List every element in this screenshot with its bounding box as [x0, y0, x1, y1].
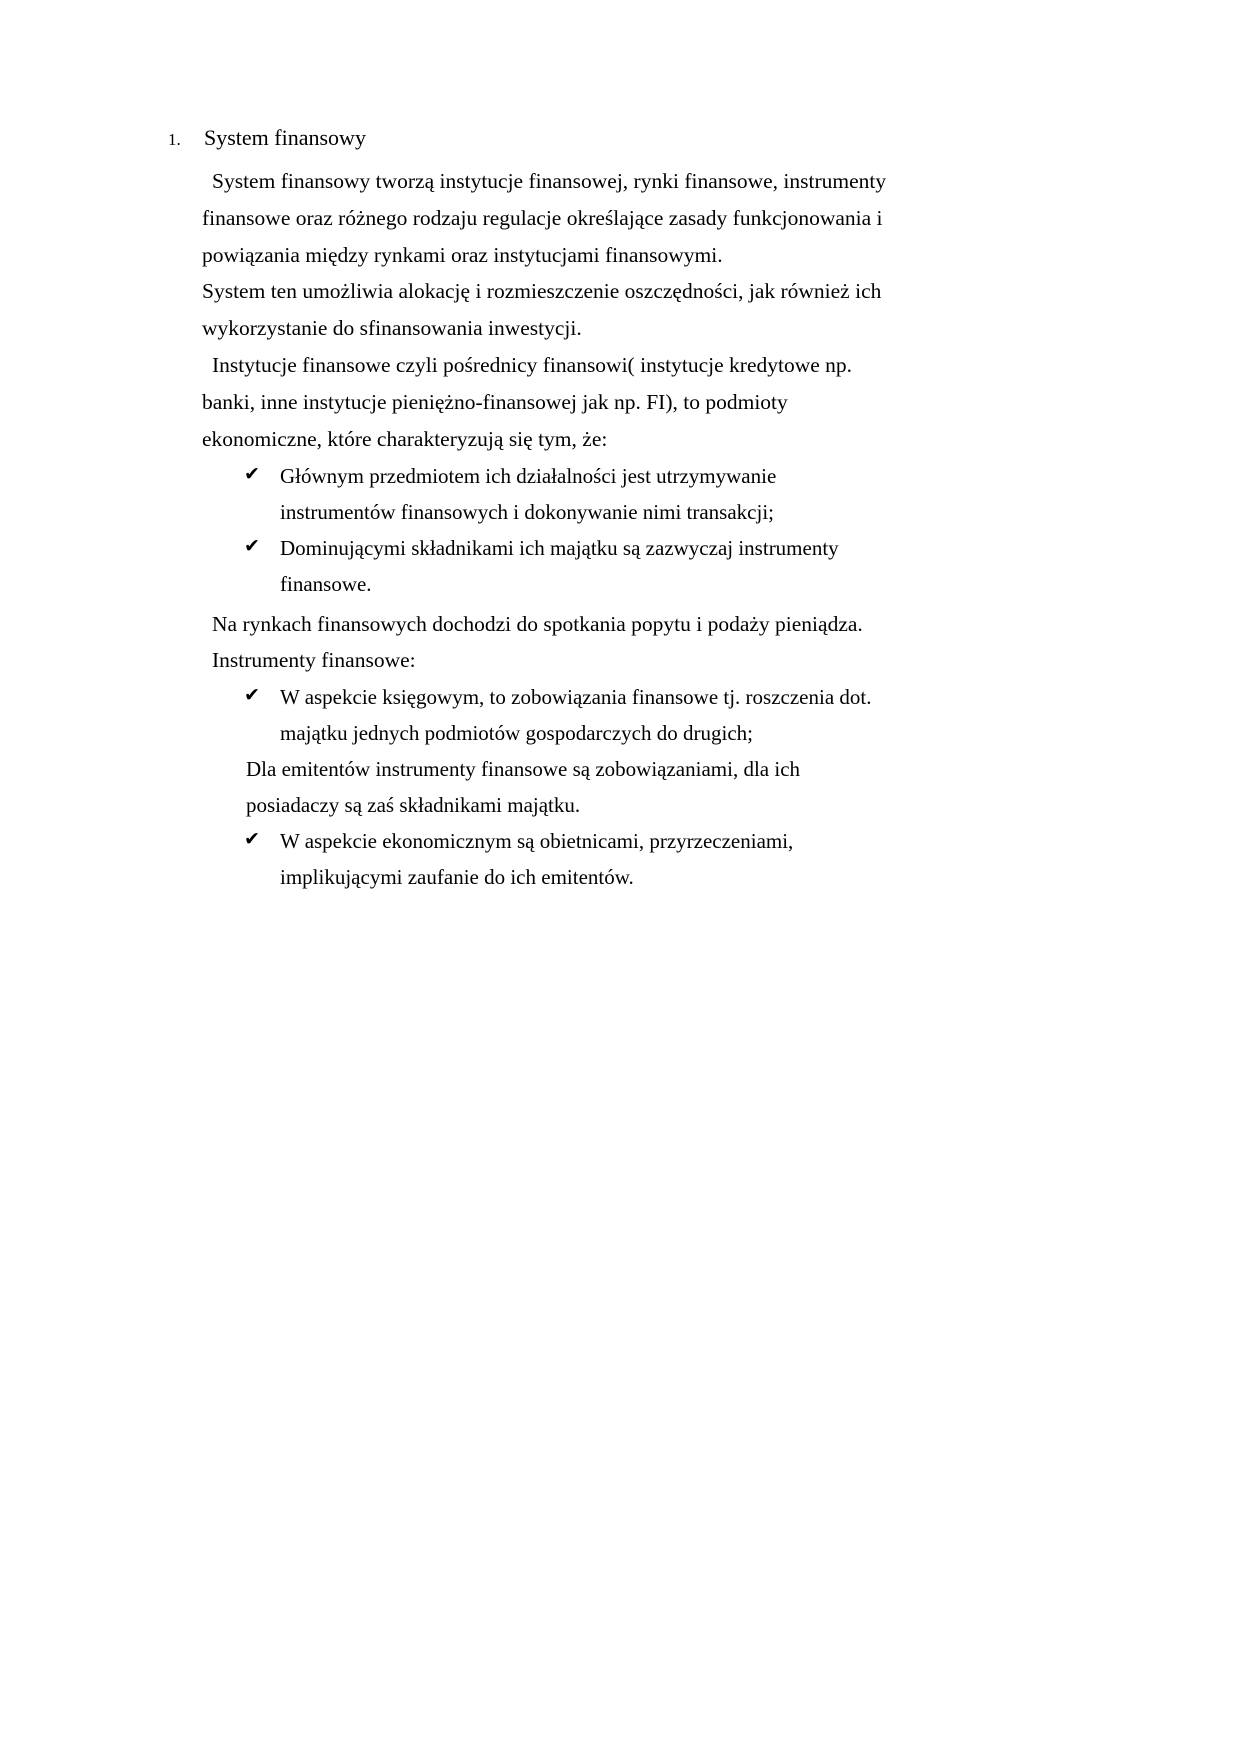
- checkmark-icon: ✔: [244, 684, 260, 707]
- paragraph-4: Na rynkach finansowych dochodzi do spotkania popytu i podaży pieniądza.: [212, 611, 863, 636]
- numbered-heading: [168, 122, 1038, 154]
- checkmark-icon: ✔: [244, 828, 260, 851]
- list-item: [168, 531, 1038, 565]
- list-item: [168, 824, 1038, 858]
- paragraph-3-line-2: banki, inne instytucje pieniężno-finansowej jak np. FI), to podmioty: [202, 389, 788, 414]
- list-item-text: W aspekcie ekonomicznym są obietnicami, przyrzeczeniami,: [280, 829, 794, 854]
- list-item: [168, 680, 1038, 714]
- list-item-continuation: [168, 567, 1038, 601]
- paragraph-6-line-1: Dla emitentów instrumenty finansowe są zobowiązaniami, dla ich: [246, 757, 801, 782]
- list-item-text: finansowe.: [280, 571, 372, 596]
- list-item-text: majątku jednych podmiotów gospodarczych do drugich;: [280, 721, 753, 746]
- list-item-text: W aspekcie księgowym, to zobowiązania finansowe tj. roszczenia dot.: [280, 685, 872, 710]
- paragraph-1-line-3: powiązania między rynkami oraz instytucjami finansowymi.: [202, 242, 723, 267]
- page-title: System finansowy: [204, 125, 366, 150]
- paragraph-2-line-2: wykorzystanie do sfinansowania inwestycji.: [202, 316, 582, 341]
- list-item: [168, 459, 1038, 493]
- list-item-text: instrumentów finansowych i dokonywanie nimi transakcji;: [280, 499, 774, 524]
- list-item-continuation: [168, 495, 1038, 529]
- checkmark-icon: ✔: [244, 462, 260, 485]
- paragraph-5: Instrumenty finansowe:: [212, 648, 416, 673]
- bullet-list-3: [168, 824, 1038, 894]
- list-number: 1.: [168, 130, 181, 149]
- paragraph-3-line-1: Instytucje finansowe czyli pośrednicy finansowi( instytucje kredytowe np.: [212, 353, 853, 378]
- bullet-list-2: [168, 680, 1038, 750]
- list-item-text: implikującymi zaufanie do ich emitentów.: [280, 865, 634, 890]
- checkmark-icon: ✔: [244, 534, 260, 557]
- paragraph-1-line-2: finansowe oraz różnego rodzaju regulacje określające zasady funkcjonowania i: [202, 205, 883, 230]
- list-item-continuation: [168, 860, 1038, 894]
- list-item-text: Głównym przedmiotem ich działalności jest utrzymywanie: [280, 463, 777, 488]
- list-item-text: Dominującymi składnikami ich majątku są zazwyczaj instrumenty: [280, 535, 839, 560]
- paragraph-2-line-1: System ten umożliwia alokację i rozmieszczenie oszczędności, jak również ich: [202, 279, 882, 304]
- list-item-continuation: [168, 716, 1038, 750]
- document-body: [168, 122, 1038, 896]
- paragraph-1-line-1: System finansowy tworzą instytucje finansowej, rynki finansowe, instrumenty: [212, 168, 887, 193]
- bullet-list-1: [168, 459, 1038, 601]
- paragraph-3-line-3: ekonomiczne, które charakteryzują się tym, że:: [202, 426, 608, 451]
- paragraph-6-line-2: posiadaczy są zaś składnikami majątku.: [246, 793, 581, 818]
